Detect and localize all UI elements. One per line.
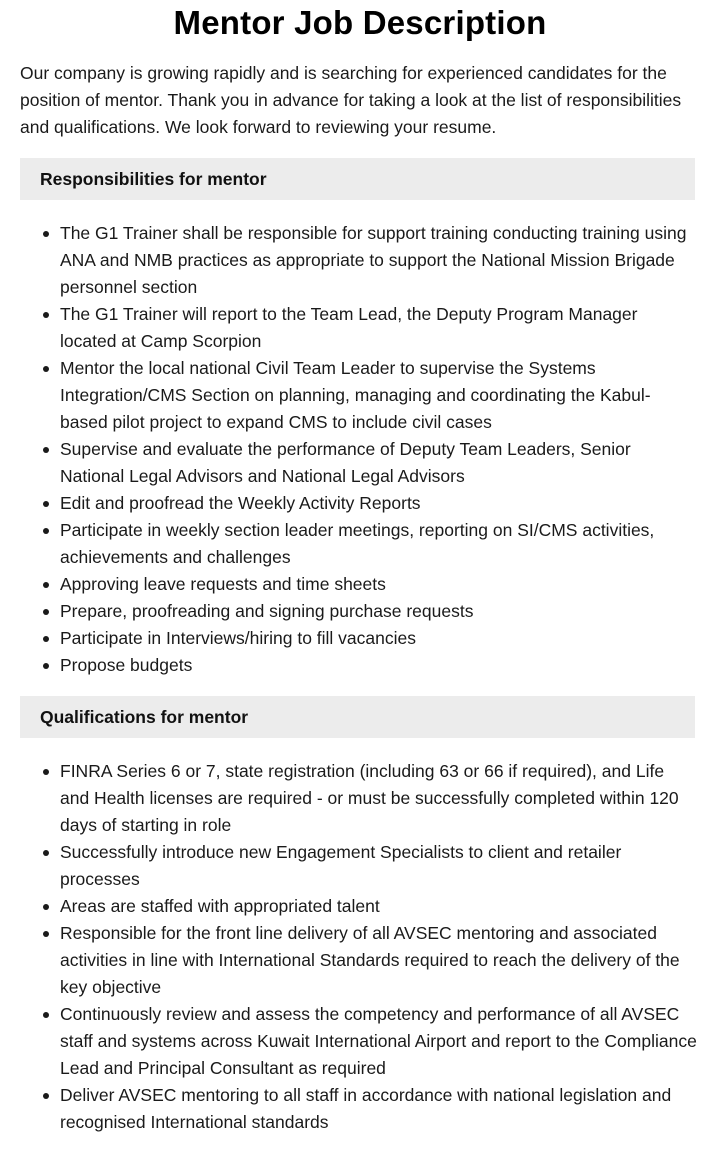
list-item: [60, 598, 720, 625]
list-item-text: Participate in weekly section leader meetings, reporting on SI/CMS activities, achievements and challenges: [60, 520, 655, 567]
bullet-icon: [43, 582, 49, 588]
list-item: [60, 436, 720, 490]
bullet-icon: [43, 931, 49, 937]
list-item: [60, 301, 720, 355]
bullet-icon: [43, 609, 49, 615]
bullet-icon: [43, 366, 49, 372]
list-item: [60, 571, 720, 598]
list-item-text: Edit and proofread the Weekly Activity Reports: [60, 493, 421, 513]
list-item: [60, 758, 720, 839]
list-item-text: The G1 Trainer will report to the Team Lead, the Deputy Program Manager located at Camp Scorpion: [60, 304, 638, 351]
bullet-icon: [43, 904, 49, 910]
list-item-text: Prepare, proofreading and signing purchase requests: [60, 601, 474, 621]
list-item-text: Deliver AVSEC mentoring to all staff in accordance with national legislation and recognised International standards: [60, 1085, 672, 1132]
qualifications-list: [0, 758, 720, 1136]
list-item: [60, 625, 720, 652]
responsibilities-list: [0, 220, 720, 679]
list-item-text: Continuously review and assess the competency and performance of all AVSEC staff and systems across Kuwait International Airport and report to the Compliance Lead and Principal Consultant as required: [60, 1004, 697, 1078]
list-item-text: Approving leave requests and time sheets: [60, 574, 386, 594]
list-item-text: Participate in Interviews/hiring to fill vacancies: [60, 628, 416, 648]
list-item-text: The G1 Trainer shall be responsible for support training conducting training using ANA and NMB practices as appropriate to support the National Mission Brigade personnel section: [60, 223, 687, 297]
list-item-text: Propose budgets: [60, 655, 193, 675]
intro-paragraph: Our company is growing rapidly and is searching for experienced candidates for the position of mentor. Thank you in advance for taking a look at the list of responsibilities and qualifications. We look forward to reviewing your resume.: [20, 63, 682, 137]
bullet-icon: [43, 769, 49, 775]
responsibilities-heading: Responsibilities for mentor: [20, 158, 695, 200]
bullet-icon: [43, 1093, 49, 1099]
list-item-text: FINRA Series 6 or 7, state registration (including 63 or 66 if required), and Life and Health licenses are required - or must be successfully completed within 120 days of starting in role: [60, 761, 679, 835]
bullet-icon: [43, 447, 49, 453]
bullet-icon: [43, 636, 49, 642]
list-item: [60, 517, 720, 571]
list-item: [60, 220, 720, 301]
list-item: [60, 652, 720, 679]
list-item-text: Areas are staffed with appropriated talent: [60, 896, 380, 916]
list-item-text: Successfully introduce new Engagement Specialists to client and retailer processes: [60, 842, 622, 889]
list-item: [60, 490, 720, 517]
list-item: [60, 839, 720, 893]
list-item: [60, 1001, 720, 1082]
bullet-icon: [43, 663, 49, 669]
bullet-icon: [43, 501, 49, 507]
list-item: [60, 355, 720, 436]
bullet-icon: [43, 312, 49, 318]
bullet-icon: [43, 528, 49, 534]
qualifications-heading: Qualifications for mentor: [20, 696, 695, 738]
bullet-icon: [43, 1012, 49, 1018]
list-item: [60, 920, 720, 1001]
bullet-icon: [43, 850, 49, 856]
list-item: [60, 1082, 720, 1136]
page-title: Mentor Job Description: [173, 4, 547, 41]
list-item: [60, 893, 720, 920]
bullet-icon: [43, 231, 49, 237]
list-item-text: Supervise and evaluate the performance of Deputy Team Leaders, Senior National Legal Advisors and National Legal Advisors: [60, 439, 631, 486]
list-item-text: Mentor the local national Civil Team Leader to supervise the Systems Integration/CMS Section on planning, managing and coordinating the Kabul-based pilot project to expand CMS to include civil cases: [60, 358, 651, 432]
list-item-text: Responsible for the front line delivery of all AVSEC mentoring and associated activities in line with International Standards required to reach the delivery of the key objective: [60, 923, 680, 997]
